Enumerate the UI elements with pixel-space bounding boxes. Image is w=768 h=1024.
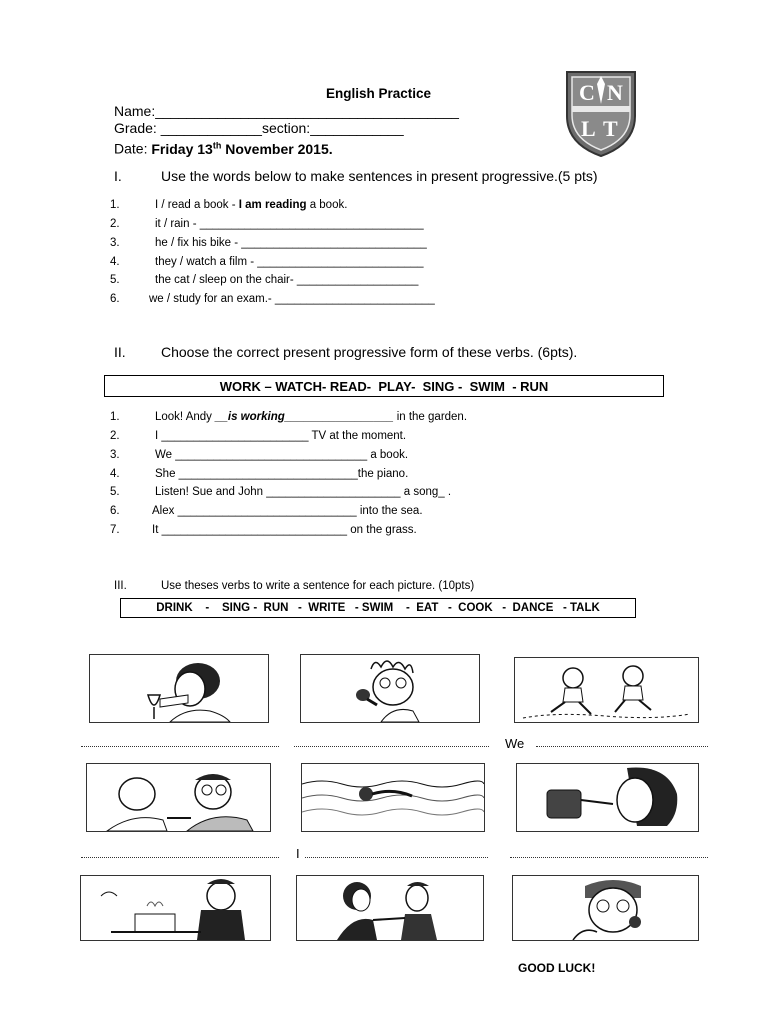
svg-text:C: C <box>579 80 595 105</box>
answer-line[interactable] <box>510 857 708 858</box>
picture-running <box>514 657 699 723</box>
section2-instruction: Choose the correct present progressive form of these verbs. (6pts). <box>161 344 578 360</box>
picture-drinking <box>89 654 269 723</box>
answer-line[interactable] <box>294 746 489 747</box>
date-label: Date: <box>114 140 152 157</box>
section2-heading: II. Choose the correct present progressive form of these verbs. (6pts). <box>114 344 578 360</box>
section2-verb-box: WORK – WATCH- READ- PLAY- SING - SWIM - RUN <box>104 375 664 397</box>
picture-swimming <box>301 763 485 832</box>
grade-blank[interactable]: _____________ <box>160 120 262 136</box>
answer-line[interactable] <box>536 746 708 747</box>
picture-cooking <box>80 875 271 941</box>
section3-heading: III. Use theses verbs to write a sentence for each picture. (10pts) <box>114 580 475 592</box>
good-luck-text: GOOD LUCK! <box>518 961 596 975</box>
answer-prefix-label: We <box>505 736 525 751</box>
section1-heading: I. Use the words below to make sentences in present progressive.(5 pts) <box>114 168 598 184</box>
grade-field[interactable] <box>114 120 404 137</box>
name-field[interactable] <box>114 103 459 120</box>
picture-talking <box>516 763 699 832</box>
section3-verb-box: DRINK - SING - RUN - WRITE - SWIM - EAT - COOK - DANCE - TALK <box>120 598 636 618</box>
grade-label: Grade: <box>114 120 161 136</box>
section-label: section: <box>261 120 311 136</box>
svg-text:N: N <box>607 80 623 105</box>
section-blank[interactable]: ____________ <box>310 120 404 136</box>
picture-eating <box>86 763 271 832</box>
date-value: Friday 13th November 2015. <box>151 140 333 157</box>
date-line <box>114 137 333 158</box>
name-blank[interactable]: _______________________________________ <box>155 103 459 119</box>
section1-instruction: Use the words below to make sentences in present progressive.(5 pts) <box>161 168 598 184</box>
worksheet-title: English Practice <box>326 86 432 101</box>
answer-prefix-label: I <box>296 846 300 861</box>
svg-text:T: T <box>603 116 618 141</box>
svg-text:L: L <box>581 116 596 141</box>
picture-dancing <box>296 875 484 941</box>
answer-line[interactable] <box>81 857 279 858</box>
picture-writing <box>512 875 699 941</box>
name-label: Name: <box>114 103 156 119</box>
school-crest-icon <box>563 66 639 158</box>
section3-instruction: Use theses verbs to write a sentence for each picture. (10pts) <box>161 580 475 592</box>
picture-singing <box>300 654 480 723</box>
answer-line[interactable] <box>305 857 488 858</box>
answer-line[interactable] <box>81 746 279 747</box>
